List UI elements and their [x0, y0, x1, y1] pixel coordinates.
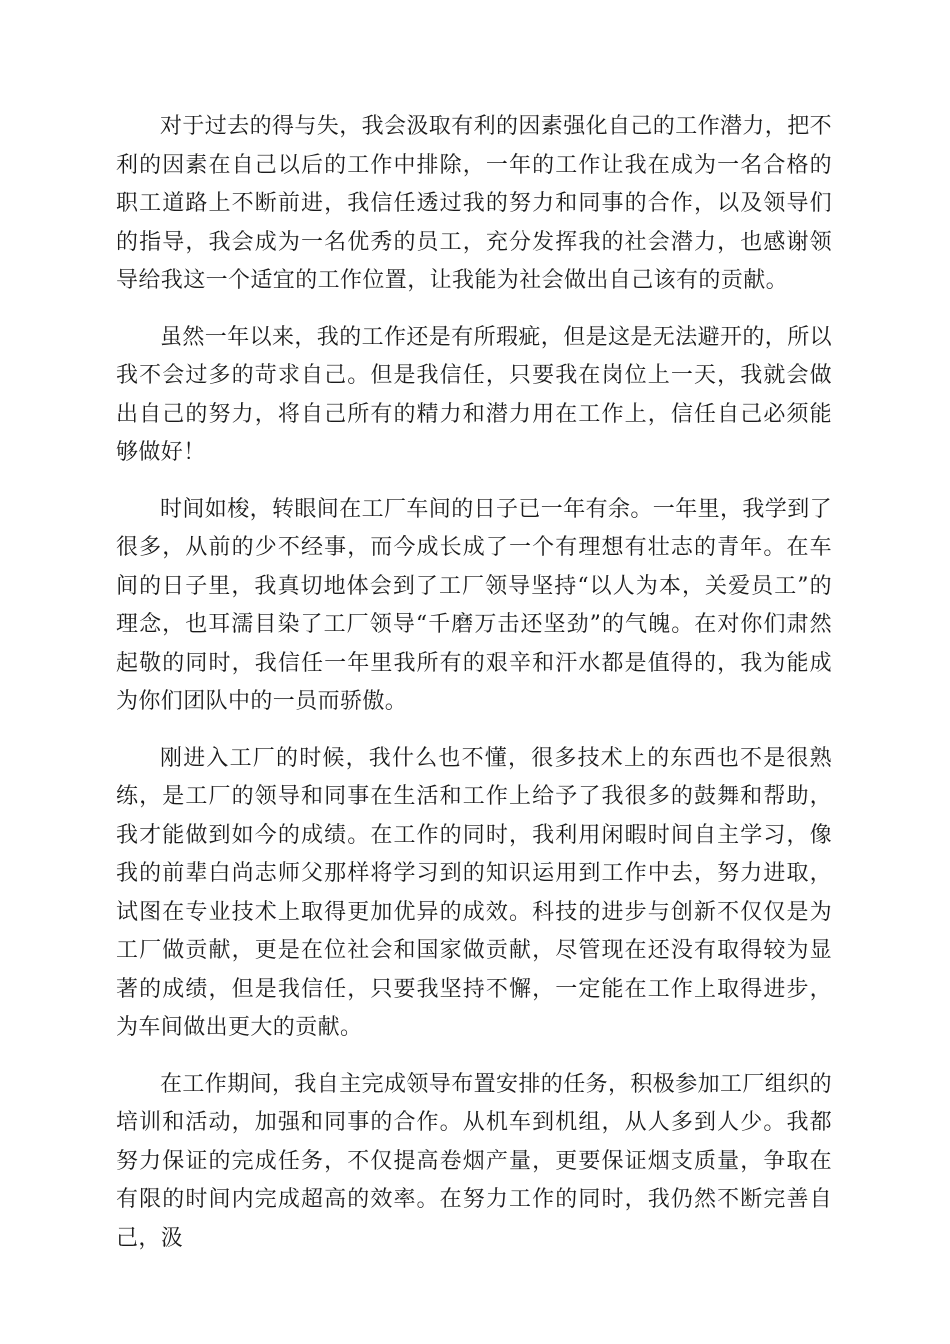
paragraph: 对于过去的得与失，我会汲取有利的因素强化自己的工作潜力，把不利的因素在自己以后的工作中排除，一年的工作让我在成为一名合格的职工道路上不断前进，我信任透过我的努力和同事的合作，以及领导们的指导，我会成为一名优秀的员工，充分发挥我的社会潜力，也感谢领导给我这一个适宜的工作位置，让我能为社会做出自己该有的贡献。: [116, 114, 833, 293]
paragraph: 时间如梭，转眼间在工厂车间的日子已一年有余。一年里，我学到了很多，从前的少不经事，而今成长成了一个有理想有壮志的青年。在车间的日子里，我真切地体会到了工厂领导坚持“以人为本，关爱员工”的理念，也耳濡目染了工厂领导“千磨万击还坚劲”的气魄。在对你们肃然起敬的同时，我信任一年里我所有的艰辛和汗水都是值得的，我为能成为你们团队中的一员而骄傲。: [116, 496, 833, 714]
paragraph: 虽然一年以来，我的工作还是有所瑕疵，但是这是无法避开的，所以我不会过多的苛求自己。但是我信任，只要我在岗位上一天，我就会做出自己的努力，将自己所有的精力和潜力用在工作上，信任自己必须能够做好！: [116, 324, 833, 465]
document-body: [116, 108, 832, 1276]
paragraph: 在工作期间，我自主完成领导布置安排的任务，积极参加工厂组织的培训和活动，加强和同事的合作。从机车到机组，从人多到人少。我都努力保证的完成任务，不仅提高卷烟产量，更要保证烟支质量，争取在有限的时间内完成超高的效率。在努力工作的同时，我仍然不断完善自己，汲: [116, 1071, 833, 1251]
paragraph: 刚进入工厂的时候，我什么也不懂，很多技术上的东西也不是很熟练，是工厂的领导和同事在生活和工作上给予了我很多的鼓舞和帮助，我才能做到如今的成绩。在工作的同时，我利用闲暇时间自主学习，像我的前辈白尚志师父那样将学习到的知识运用到工作中去，努力进取，试图在专业技术上取得更加优异的成效。科技的进步与创新不仅仅是为工厂做贡献，更是在位社会和国家做贡献，尽管现在还没有取得较为显著的成绩，但是我信任，只要我坚持不懈，一定能在工作上取得进步，为车间做出更大的贡献。: [116, 745, 832, 1040]
